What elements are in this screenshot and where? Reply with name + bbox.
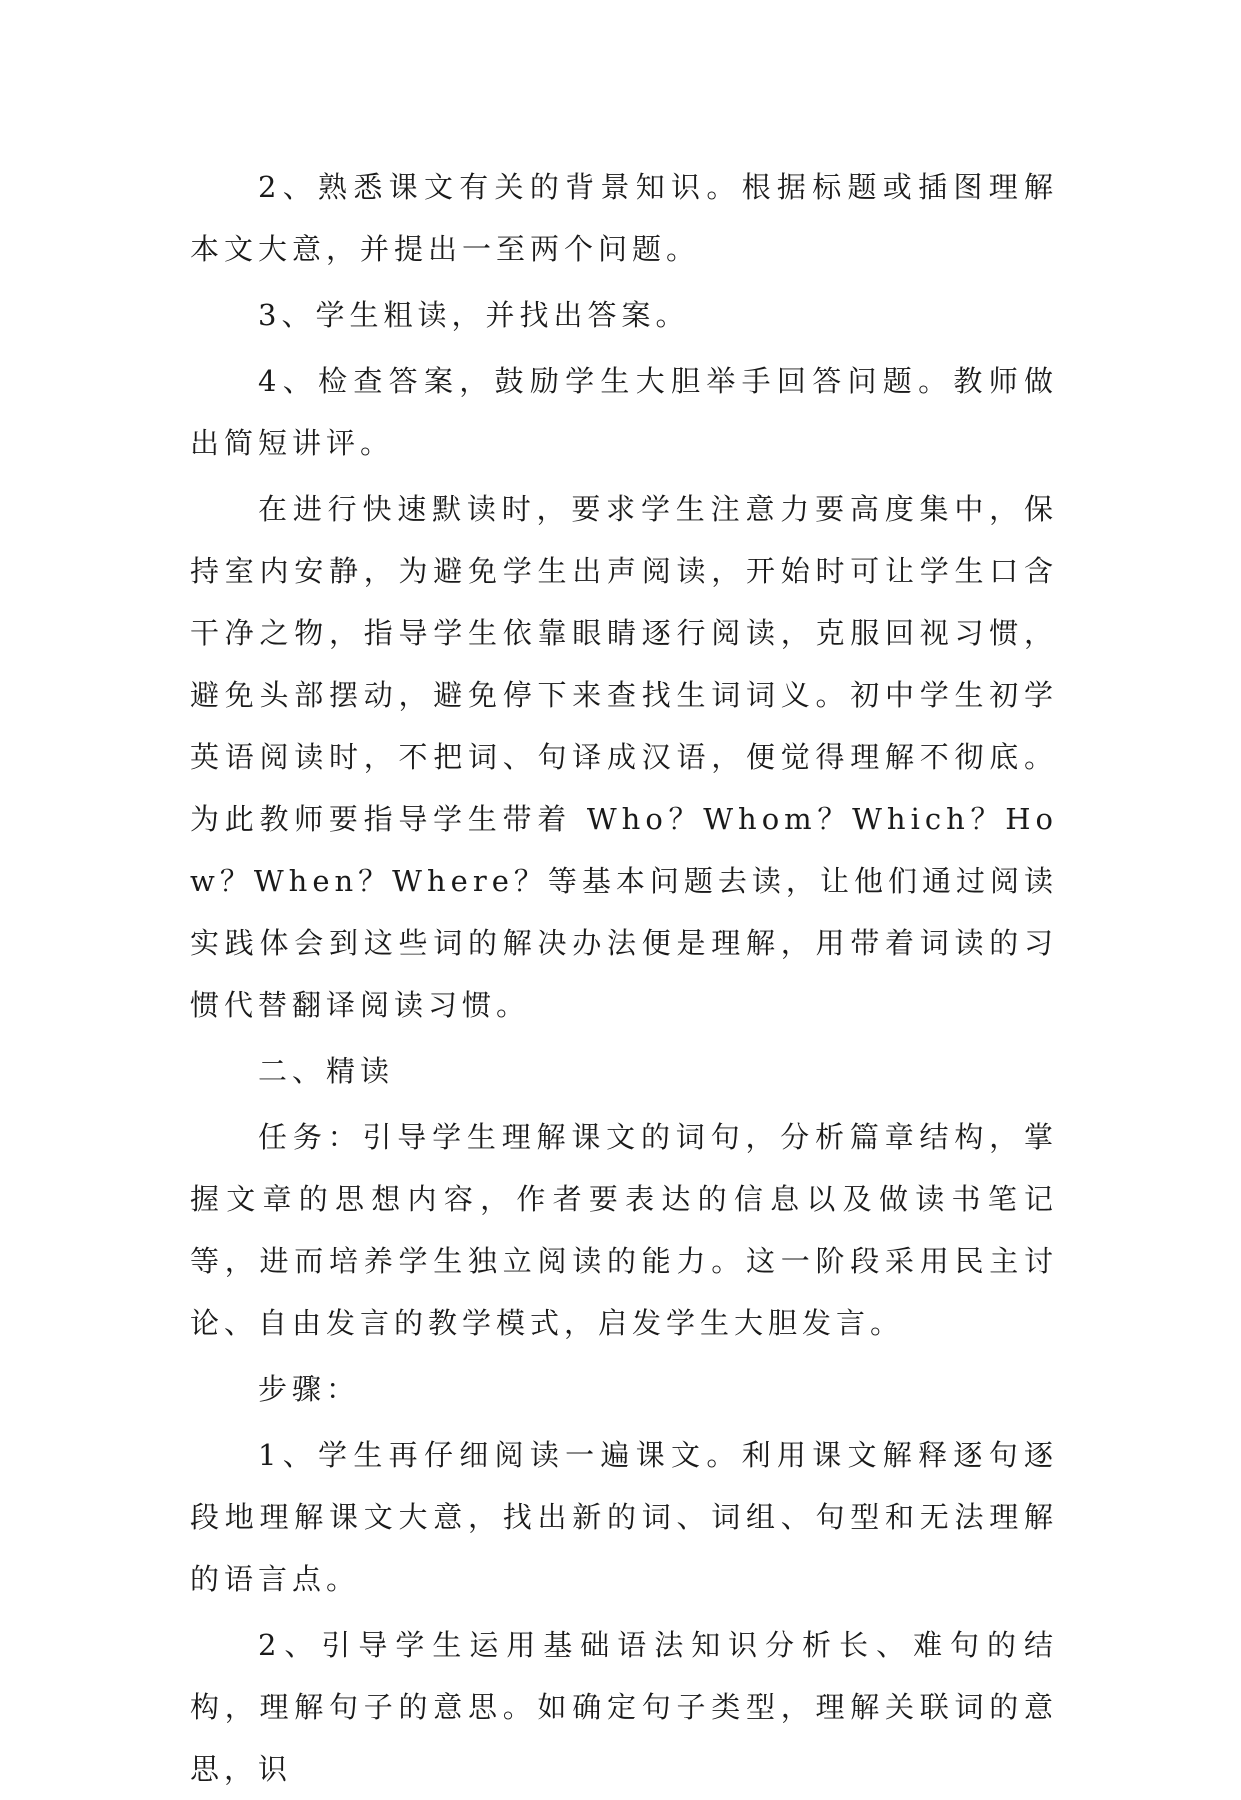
paragraph-intensive-step-1: 1、学生再仔细阅读一遍课文。利用课文解释逐句逐段地理解课文大意，找出新的词、词组、句型和无法理解的语言点。	[190, 1438, 1058, 1596]
paragraph-step-2: 2、熟悉课文有关的背景知识。根据标题或插图理解本文大意，并提出一至两个问题。	[190, 170, 1058, 266]
paragraph-step-4: 4、检查答案，鼓励学生大胆举手回答问题。教师做出简短讲评。	[190, 364, 1058, 460]
paragraph-silent-reading: 在进行快速默读时，要求学生注意力要高度集中，保持室内安静，为避免学生出声阅读，开始时可让学生口含干净之物，指导学生依靠眼睛逐行阅读，克服回视习惯，避免头部摆动，避免停下来查找生词词义。初中学生初学英语阅读时，不把词、句译成汉语，便觉得理解不彻底。为此教师要指导学生带着 Who？Whom？Which？How？When？Where？等基本问题去读，让他们通过阅读实践体会到这些词的解决办法便是理解，用带着词读的习惯代替翻译阅读习惯。	[190, 492, 1058, 1022]
document-body	[190, 156, 1058, 1800]
paragraph-step-3: 3、学生粗读，并找出答案。	[258, 298, 690, 332]
paragraph-task: 任务：引导学生理解课文的词句，分析篇章结构，掌握文章的思想内容，作者要表达的信息以及做读书笔记等，进而培养学生独立阅读的能力。这一阶段采用民主讨论、自由发言的教学模式，启发学生大胆发言。	[190, 1120, 1058, 1340]
paragraph-steps-label: 步骤：	[258, 1372, 361, 1406]
paragraph-intensive-step-2: 2、引导学生运用基础语法知识分析长、难句的结构，理解句子的意思。如确定句子类型，理解关联词的意思，识	[190, 1628, 1058, 1786]
section-heading-intensive-reading: 二、精读	[258, 1054, 395, 1088]
